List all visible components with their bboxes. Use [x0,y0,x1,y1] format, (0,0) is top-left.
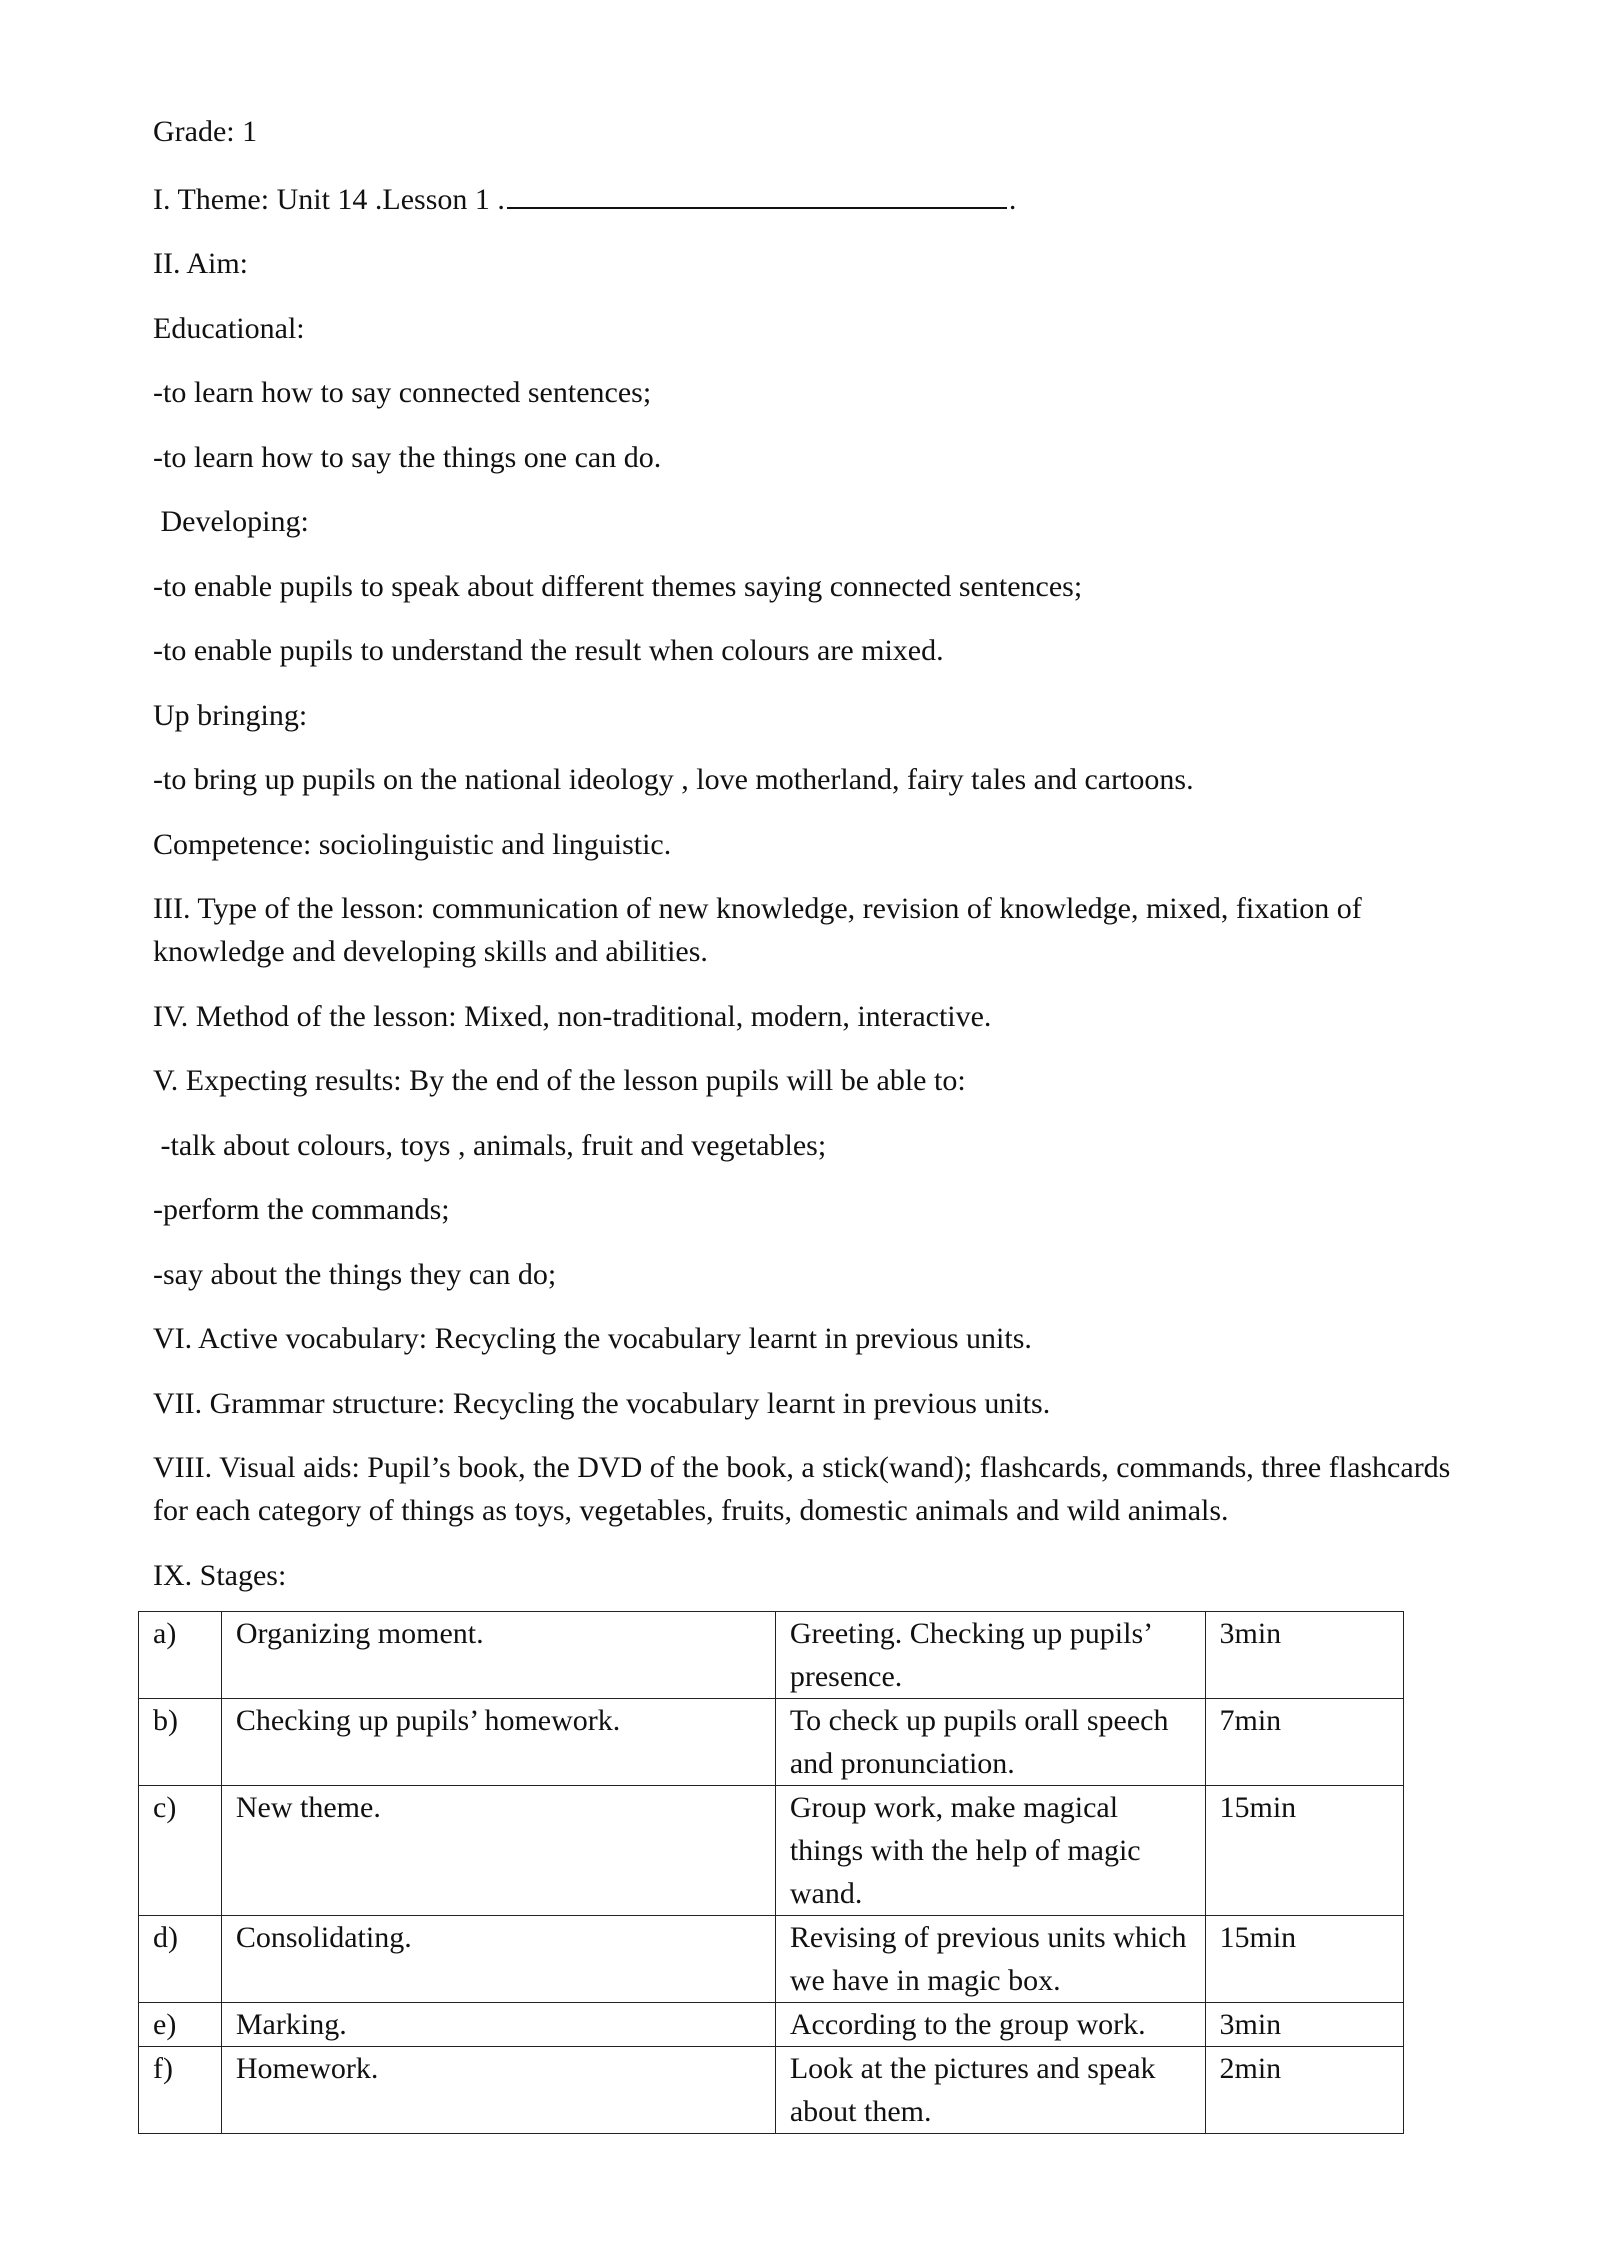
stage-name: Checking up pupils’ homework. [221,1699,775,1786]
stage-time: 3min [1205,1612,1404,1699]
theme-line [153,175,1483,221]
educational-item-2: -to learn how to say the things one can do. [153,440,662,474]
educational-heading: Educational: [153,311,305,345]
table-row [139,1916,1404,2003]
grade-line: Grade: 1 [153,115,258,148]
stage-name: Marking. [221,2003,775,2047]
grammar-structure: VII. Grammar structure: Recycling the vocabulary learnt in previous units. [153,1386,1051,1420]
table-row [139,1786,1404,1916]
type-of-lesson: III. Type of the lesson: communication of new knowledge, revision of knowledge, mixed, fixation of knowledge and developing skills and abilities. [153,892,1362,968]
stage-activity: Look at the pictures and speak about them. [775,2047,1205,2134]
table-row [139,1612,1404,1699]
stage-activity: Greeting. Checking up pupils’ presence. [775,1612,1205,1699]
stage-time: 3min [1205,2003,1404,2047]
visual-aids: VIII. Visual aids: Pupil’s book, the DVD of the book, a stick(wand); flashcards, commands, three flashcards for each category of things as toys, vegetables, fruits, domestic animals and wild animals. [153,1451,1451,1527]
educational-item-1: -to learn how to say connected sentences; [153,376,652,409]
stage-name: Organizing moment. [221,1612,775,1699]
upbringing-heading: Up bringing: [153,698,308,732]
method-line: IV. Method of the lesson: Mixed, non-traditional, modern, interactive. [153,999,992,1033]
competence-line: Competence: sociolinguistic and linguistic. [153,827,672,861]
table-row [139,2003,1404,2047]
stage-name: New theme. [221,1786,775,1916]
stage-letter: c) [139,1786,222,1916]
expecting-item-2: -perform the commands; [153,1193,450,1226]
theme-text: I. Theme: Unit 14 .Lesson 1 . [153,182,505,216]
stage-time: 15min [1205,1916,1404,2003]
stage-name: Consolidating. [221,1916,775,2003]
developing-item-2: -to enable pupils to understand the result when colours are mixed. [153,634,944,667]
stage-activity: Revising of previous units which we have in magic box. [775,1916,1205,2003]
stage-activity: To check up pupils orall speech and pronunciation. [775,1699,1205,1786]
developing-heading: Developing: [153,505,309,538]
developing-item-1: -to enable pupils to speak about different themes saying connected sentences; [153,569,1083,603]
stage-activity: According to the group work. [775,2003,1205,2047]
stage-time: 15min [1205,1786,1404,1916]
stage-letter: e) [139,2003,222,2047]
table-row [139,1699,1404,1786]
upbringing-item-1: -to bring up pupils on the national ideology , love motherland, fairy tales and cartoons. [153,763,1194,796]
stage-letter: b) [139,1699,222,1786]
stage-letter: d) [139,1916,222,2003]
theme-end: . [1008,182,1017,216]
stage-time: 2min [1205,2047,1404,2134]
stages-heading: IX. Stages: [153,1558,287,1592]
table-row [139,2047,1404,2134]
expecting-item-3: -say about the things they can do; [153,1257,557,1291]
stage-name: Homework. [221,2047,775,2134]
stage-time: 7min [1205,1699,1404,1786]
stage-letter: f) [139,2047,222,2134]
aim-heading: II. Aim: [153,247,248,280]
theme-blank [507,175,1007,209]
active-vocabulary: VI. Active vocabulary: Recycling the vocabulary learnt in previous units. [153,1322,1032,1355]
stages-table [138,1611,1404,2134]
stage-activity: Group work, make magical things with the help of magic wand. [775,1786,1205,1916]
lesson-plan-body [153,110,1483,1618]
expecting-item-1: -talk about colours, toys , animals, fruit and vegetables; [153,1128,827,1162]
stage-letter: a) [139,1612,222,1699]
expecting-results: V. Expecting results: By the end of the lesson pupils will be able to: [153,1064,966,1097]
